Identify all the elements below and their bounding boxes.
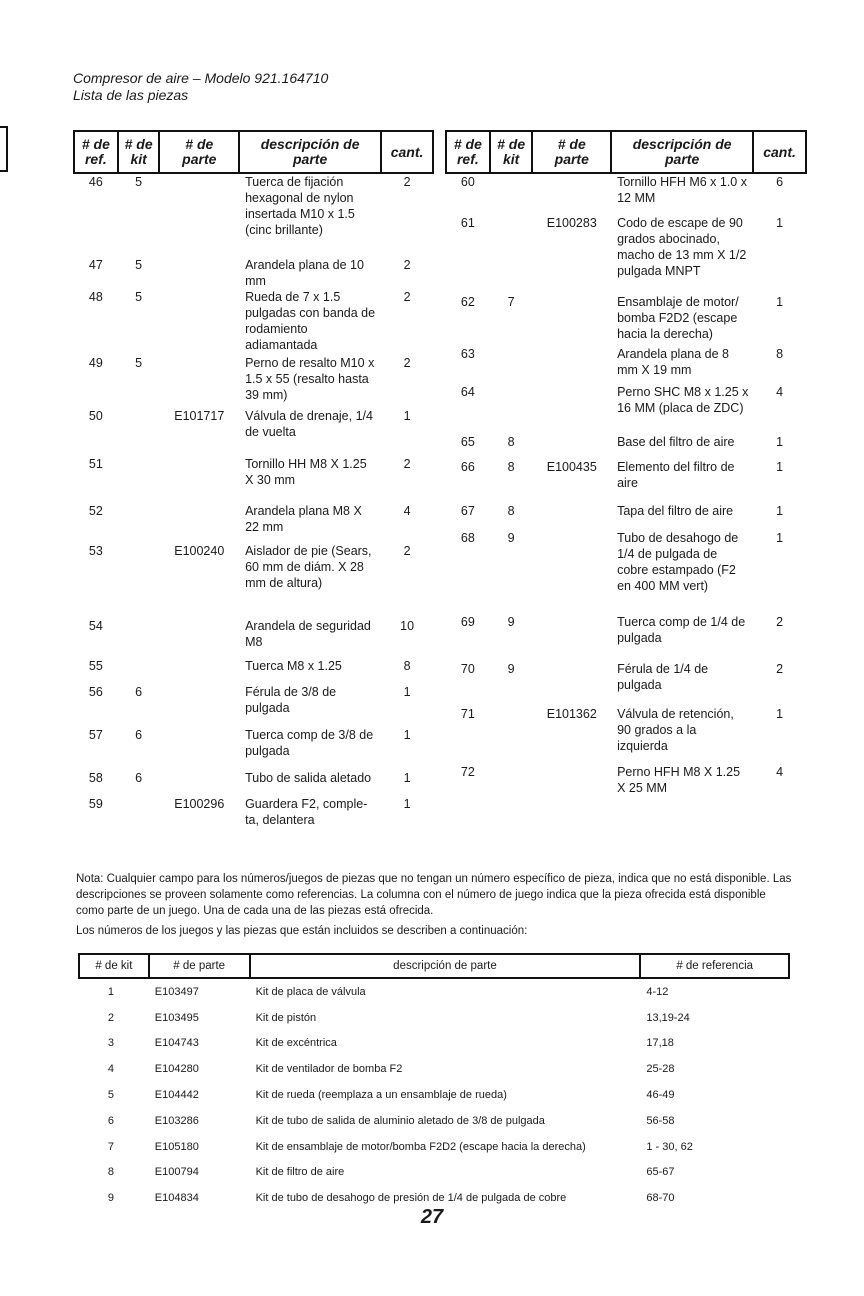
part-number-cell: E104743 <box>154 1037 199 1050</box>
description-cell: Arandela plana de 8 mm X 19 mm <box>617 347 729 377</box>
kit-cell: 8 <box>507 460 515 474</box>
parts-row <box>446 459 806 503</box>
kit-number-cell: 8 <box>107 1166 114 1179</box>
kit-number-cell: 4 <box>107 1063 114 1076</box>
part-number-cell <box>159 173 239 257</box>
ref-cell: 56 <box>88 685 103 699</box>
col-header-desc: descripción de parte <box>611 131 753 173</box>
ref-cell: 62 <box>460 295 475 309</box>
kit-cell: 5 <box>135 356 143 370</box>
quantity-cell: 2 <box>403 544 411 558</box>
col-header-ref: # de ref. <box>446 131 490 173</box>
kits-col-desc: descripción de parte <box>250 954 641 978</box>
quantity-cell: 2 <box>776 615 784 629</box>
part-number-cell <box>159 257 239 289</box>
reference-cell: 17,18 <box>646 1037 674 1050</box>
ref-cell: 52 <box>88 504 103 518</box>
kit-cell: 6 <box>135 728 143 742</box>
part-number-cell: E100240 <box>174 544 225 558</box>
description-cell: Válvula de drenaje, 1/4 de vuelta <box>245 409 373 439</box>
kit-cell <box>490 173 533 215</box>
parts-row <box>446 530 806 614</box>
part-number-cell: E101362 <box>546 707 597 721</box>
parts-row <box>446 434 806 459</box>
part-number-cell <box>532 764 611 804</box>
kit-cell: 8 <box>507 504 515 518</box>
kits-row <box>79 1031 789 1057</box>
reference-cell: 65-67 <box>646 1166 675 1179</box>
ref-cell: 46 <box>88 175 103 189</box>
description-cell: Tuerca comp de 1/4 de pulgada <box>617 615 746 645</box>
ref-cell: 60 <box>460 175 475 189</box>
parts-row <box>74 173 433 257</box>
kit-number-cell: 9 <box>107 1192 114 1205</box>
part-number-cell <box>532 530 611 614</box>
quantity-cell: 2 <box>403 457 411 471</box>
part-number-cell: E103497 <box>154 985 199 998</box>
parts-row <box>74 684 433 727</box>
document-subtitle: Lista de las piezas <box>73 87 189 103</box>
kits-col-part: # de parte <box>149 954 250 978</box>
quantity-cell: 4 <box>403 504 411 518</box>
kit-number-cell: 3 <box>107 1037 114 1050</box>
part-number-cell <box>532 384 611 434</box>
description-cell: Base del filtro de aire <box>617 435 735 449</box>
part-number-cell <box>159 355 239 408</box>
kit-number-cell: 6 <box>107 1114 114 1127</box>
kit-cell: 9 <box>507 662 515 676</box>
parts-row <box>446 661 806 706</box>
description-cell: Kit de tubo de desahogo de presión de 1/4 de pulgada de cobre <box>255 1192 567 1205</box>
parts-row <box>446 346 806 384</box>
page-number: 27 <box>420 1206 444 1228</box>
col-header-part: # de parte <box>532 131 611 173</box>
parts-row <box>74 618 433 658</box>
parts-row <box>74 408 433 456</box>
description-cell: Rueda de 7 x 1.5 pulgadas con banda de rodamiento adiamantada <box>245 290 376 352</box>
description-cell: Kit de pistón <box>255 1011 317 1024</box>
quantity-cell: 2 <box>776 662 784 676</box>
kit-cell <box>118 456 160 503</box>
part-number-cell <box>159 684 239 727</box>
description-cell: Válvula de retención, 90 grados a la izquierda <box>617 707 734 753</box>
kit-cell <box>490 384 533 434</box>
part-number-cell <box>159 658 239 684</box>
quantity-cell: 1 <box>776 707 784 721</box>
quantity-cell: 1 <box>403 728 411 742</box>
note-block <box>76 871 796 939</box>
kits-row <box>79 1108 789 1134</box>
ref-cell: 61 <box>460 216 475 230</box>
ref-cell: 72 <box>460 765 475 779</box>
kit-cell <box>490 215 533 294</box>
kit-cell <box>490 346 533 384</box>
kit-cell: 5 <box>135 290 143 304</box>
reference-cell: 1 - 30, 62 <box>646 1140 693 1153</box>
parts-row <box>74 456 433 503</box>
kit-number-cell: 2 <box>107 1011 114 1024</box>
ref-cell: 53 <box>88 544 103 558</box>
part-number-cell: E104834 <box>154 1192 199 1205</box>
part-number-cell: E100296 <box>174 797 225 811</box>
part-number-cell: E104280 <box>154 1063 199 1076</box>
kit-cell: 6 <box>135 685 143 699</box>
parts-row <box>446 503 806 530</box>
kit-cell <box>490 706 533 764</box>
ref-cell: 68 <box>460 531 475 545</box>
quantity-cell: 1 <box>403 685 411 699</box>
part-number-cell <box>532 503 611 530</box>
description-cell: Arandela plana M8 X 22 mm <box>245 504 362 534</box>
part-number-cell: E100283 <box>546 216 597 230</box>
kits-intro: Los números de los juegos y las piezas que están incluidos se describen a continuación: <box>76 925 528 937</box>
col-header-kit: # de kit <box>118 131 160 173</box>
description-cell: Kit de tubo de salida de aluminio aletado de 3/8 de pulgada <box>255 1114 545 1127</box>
part-number-cell: E100435 <box>546 460 597 474</box>
quantity-cell: 1 <box>403 409 411 423</box>
description-cell: Kit de ensamblaje de motor/bomba F2D2 (escape hacia la derecha) <box>255 1140 586 1153</box>
description-cell: Tubo de desahogo de 1/4 de pulgada de cobre estampado (F2 en 400 MM vert) <box>617 531 739 593</box>
description-cell: Arandela plana de 10 mm <box>245 258 364 288</box>
kit-cell: 9 <box>507 615 515 629</box>
ref-cell: 59 <box>88 797 103 811</box>
parts-table-right <box>445 130 807 804</box>
parts-row <box>74 355 433 408</box>
part-number-cell: E100794 <box>154 1166 199 1179</box>
quantity-cell: 2 <box>403 356 411 370</box>
description-cell: Tuerca M8 x 1.25 <box>245 659 342 673</box>
ref-cell: 65 <box>460 435 475 449</box>
parts-row <box>74 770 433 796</box>
quantity-cell: 8 <box>403 659 411 673</box>
kits-row <box>79 1056 789 1082</box>
parts-row <box>74 658 433 684</box>
kit-cell <box>118 408 160 456</box>
kit-cell: 9 <box>507 531 515 545</box>
col-header-kit: # de kit <box>490 131 533 173</box>
kit-cell: 5 <box>135 175 143 189</box>
note-text: Nota: Cualquier campo para los números/juegos de piezas que no tengan un número específico de pieza, indica que no está disponible. Las descripciones se proveen solamente como referencias. La columna con el número de juego indica que la pieza ofrecida está disponible como parte de un juego. Una de cada una de las piezas está ofrecida. <box>76 873 792 917</box>
quantity-cell: 1 <box>776 531 784 545</box>
part-number-cell <box>532 173 611 215</box>
part-number-cell <box>159 289 239 355</box>
ref-cell: 51 <box>88 457 103 471</box>
description-cell: Guardera F2, comple- ta, delantera <box>245 797 368 827</box>
ref-cell: 55 <box>88 659 103 673</box>
description-cell: Kit de filtro de aire <box>255 1166 345 1179</box>
quantity-cell: 1 <box>403 797 411 811</box>
part-number-cell: E103495 <box>154 1011 199 1024</box>
reference-cell: 56-58 <box>646 1114 675 1127</box>
parts-row <box>446 294 806 346</box>
kits-row <box>79 978 789 1005</box>
description-cell: Codo de escape de 90 grados abocinado, macho de 13 mm X 1/2 pulgada MNPT <box>617 216 747 278</box>
kit-cell <box>118 618 160 658</box>
description-cell: Elemento del filtro de aire <box>617 460 735 490</box>
part-number-cell <box>532 346 611 384</box>
margin-bracket <box>0 126 8 172</box>
description-cell: Tapa del filtro de aire <box>617 504 734 518</box>
quantity-cell: 1 <box>403 771 411 785</box>
ref-cell: 69 <box>460 615 475 629</box>
kits-row <box>79 1134 789 1160</box>
parts-row <box>446 215 806 294</box>
kit-number-cell: 1 <box>107 985 114 998</box>
ref-cell: 48 <box>88 290 103 304</box>
kit-cell <box>490 764 533 804</box>
kits-row <box>79 1160 789 1186</box>
part-number-cell <box>159 456 239 503</box>
ref-cell: 57 <box>88 728 103 742</box>
parts-table-header <box>446 131 806 173</box>
document-title: Compresor de aire – Modelo 921.164710 <box>73 70 329 86</box>
part-number-cell <box>159 618 239 658</box>
parts-row <box>74 796 433 828</box>
ref-cell: 49 <box>88 356 103 370</box>
description-cell: Kit de ventilador de bomba F2 <box>255 1063 403 1076</box>
kits-table-header <box>79 954 789 978</box>
quantity-cell: 2 <box>403 258 411 272</box>
kit-cell: 7 <box>507 295 515 309</box>
quantity-cell: 1 <box>776 504 784 518</box>
quantity-cell: 2 <box>403 175 411 189</box>
kits-row <box>79 1005 789 1031</box>
ref-cell: 66 <box>460 460 475 474</box>
description-cell: Kit de rueda (reemplaza a un ensamblaje de rueda) <box>255 1089 507 1102</box>
ref-cell: 63 <box>460 347 475 361</box>
reference-cell: 46-49 <box>646 1089 675 1102</box>
parts-row <box>74 503 433 543</box>
part-number-cell <box>532 614 611 661</box>
quantity-cell: 8 <box>776 347 784 361</box>
part-number-cell <box>159 770 239 796</box>
part-number-cell: E104442 <box>154 1089 199 1102</box>
part-number-cell: E101717 <box>174 409 225 423</box>
reference-cell: 25-28 <box>646 1063 675 1076</box>
quantity-cell: 4 <box>776 385 784 399</box>
kit-cell: 5 <box>135 258 143 272</box>
kit-cell <box>118 658 160 684</box>
description-cell: Tubo de salida aletado <box>245 771 372 785</box>
quantity-cell: 1 <box>776 460 784 474</box>
part-number-cell <box>532 294 611 346</box>
part-number-cell <box>159 727 239 770</box>
description-cell: Perno HFH M8 X 1.25 X 25 MM <box>617 765 741 795</box>
ref-cell: 50 <box>88 409 103 423</box>
ref-cell: 47 <box>88 258 103 272</box>
kit-cell <box>118 543 160 618</box>
description-cell: Perno SHC M8 x 1.25 x 16 MM (placa de ZDC) <box>617 385 749 415</box>
quantity-cell: 1 <box>776 216 784 230</box>
description-cell: Perno de resalto M10 x 1.5 x 55 (resalto hasta 39 mm) <box>245 356 375 402</box>
parts-table-header <box>74 131 433 173</box>
parts-row <box>446 384 806 434</box>
ref-cell: 70 <box>460 662 475 676</box>
description-cell: Férula de 3/8 de pulgada <box>245 685 337 715</box>
quantity-cell: 6 <box>776 175 784 189</box>
ref-cell: 58 <box>88 771 103 785</box>
parts-row <box>446 173 806 215</box>
description-cell: Kit de excéntrica <box>255 1037 337 1050</box>
parts-row <box>74 289 433 355</box>
kits-col-ref: # de referencia <box>640 954 789 978</box>
parts-row <box>74 257 433 289</box>
description-cell: Tuerca comp de 3/8 de pulgada <box>245 728 374 758</box>
description-cell: Ensamblaje de motor/ bomba F2D2 (escape hacia la derecha) <box>617 295 739 341</box>
part-number-cell: E103286 <box>154 1114 199 1127</box>
quantity-cell: 10 <box>400 619 415 633</box>
page-header <box>73 70 328 104</box>
part-number-cell <box>532 661 611 706</box>
parts-row <box>74 727 433 770</box>
ref-cell: 54 <box>88 619 103 633</box>
quantity-cell: 1 <box>776 295 784 309</box>
kit-number-cell: 5 <box>107 1089 114 1102</box>
quantity-cell: 4 <box>776 765 784 779</box>
kits-table <box>78 953 790 1211</box>
kit-number-cell: 7 <box>107 1140 114 1153</box>
ref-cell: 67 <box>460 504 475 518</box>
description-cell: Férula de 1/4 de pulgada <box>617 662 709 692</box>
col-header-qty: cant. <box>753 131 806 173</box>
ref-cell: 64 <box>460 385 475 399</box>
kits-row <box>79 1082 789 1108</box>
description-cell: Tuerca de fijación hexagonal de nylon insertada M10 x 1.5 (cinc brillante) <box>245 175 355 237</box>
reference-cell: 68-70 <box>646 1192 675 1205</box>
parts-row <box>446 764 806 804</box>
quantity-cell: 2 <box>403 290 411 304</box>
part-number-cell <box>532 434 611 459</box>
kit-cell <box>118 503 160 543</box>
kits-col-kit: # de kit <box>79 954 149 978</box>
description-cell: Tornillo HFH M6 x 1.0 x 12 MM <box>617 175 747 205</box>
description-cell: Aislador de pie (Sears, 60 mm de diám. X 28 mm de altura) <box>245 544 372 590</box>
parts-row <box>446 614 806 661</box>
description-cell: Kit de placa de válvula <box>255 985 366 998</box>
parts-row <box>446 706 806 764</box>
quantity-cell: 1 <box>776 435 784 449</box>
parts-table-left <box>73 130 434 828</box>
col-header-ref: # de ref. <box>74 131 118 173</box>
col-header-part: # de parte <box>159 131 239 173</box>
reference-cell: 13,19-24 <box>646 1011 690 1024</box>
col-header-desc: descripción de parte <box>239 131 381 173</box>
parts-row <box>74 543 433 618</box>
ref-cell: 71 <box>460 707 475 721</box>
kit-cell: 8 <box>507 435 515 449</box>
description-cell: Arandela de seguridad M8 <box>245 619 371 649</box>
description-cell: Tornillo HH M8 X 1.25 X 30 mm <box>245 457 367 487</box>
kit-cell <box>118 796 160 828</box>
part-number-cell <box>159 503 239 543</box>
col-header-qty: cant. <box>381 131 433 173</box>
part-number-cell: E105180 <box>154 1140 199 1153</box>
kit-cell: 6 <box>135 771 143 785</box>
reference-cell: 4-12 <box>646 985 669 998</box>
